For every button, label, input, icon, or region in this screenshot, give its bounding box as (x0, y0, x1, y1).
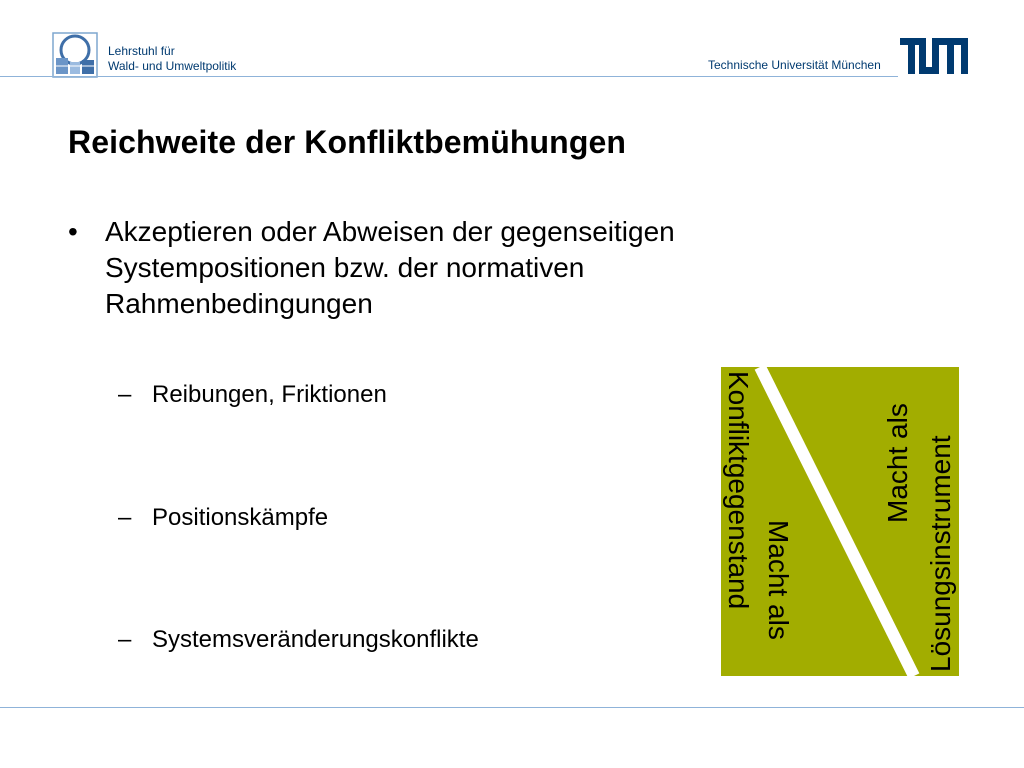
left-label-line1: Macht als (763, 520, 794, 640)
chair-name (108, 44, 236, 74)
header-divider (0, 76, 898, 77)
sub-item-text: Systemsveränderungskonflikte (152, 626, 479, 653)
chair-name-line1: Lehrstuhl für (108, 44, 175, 58)
left-label-line2: Konfliktgegenstand (723, 371, 754, 610)
bullet-marker: • (68, 216, 78, 247)
right-label-line2: Lösungsinstrument (925, 435, 956, 672)
footer-divider (0, 707, 1024, 708)
tum-logo-icon (900, 38, 968, 74)
sub-item-marker: – (118, 504, 132, 531)
chair-emblem-icon (52, 32, 98, 78)
sub-item-marker: – (118, 626, 132, 653)
slide-header (0, 0, 1024, 90)
sub-item-text: Positionskämpfe (152, 504, 329, 531)
bullet-text: Akzeptieren oder Abweisen der gegenseitigen Systempositionen bzw. der normativen Rahmenbedingungen (105, 216, 675, 319)
sub-item-text: Reibungen, Friktionen (152, 381, 387, 408)
university-name: Technische Universität München (708, 58, 881, 72)
slide-title: Reichweite der Konfliktbemühungen (68, 124, 627, 160)
power-diagram (721, 367, 959, 676)
chair-name-line2: Wald- und Umweltpolitik (108, 59, 237, 73)
right-label-line1: Macht als (882, 403, 913, 523)
sub-item-marker: – (118, 381, 132, 408)
